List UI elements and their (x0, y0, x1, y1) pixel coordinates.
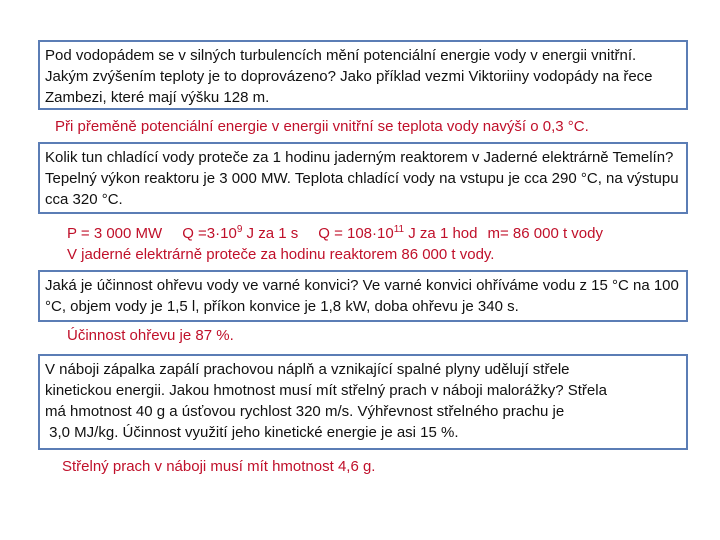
task3-question: Jaká je účinnost ohřevu vody ve varné konvici? Ve varné konvici ohříváme vodu z 15 °C na 100 °C, objem vody je 1,5 l, příkon konvice je 1,8 kW, doba ohřevu je 340 s. (45, 277, 679, 315)
task4-question-line1: V náboji zápalka zapálí prachovou náplň a vznikající spalné plyny udělují střele (45, 361, 570, 378)
energy-per-second: $Q =3\cdot 10^9$ J za 1 s (182, 224, 299, 242)
energy-per-hour: $Q = 108\cdot 10^{11}$ J za 1 hod (318, 224, 478, 242)
task4-question-line3: má hmotnost 40 g a úsťovou rychlost 320 m/s. Výhřevnost střelného prachu je (45, 403, 565, 420)
task4-question-box (38, 354, 688, 450)
task2-question-box (38, 142, 688, 214)
power-value: P = 3 000 MW (67, 225, 163, 242)
task2-answer-formulas (67, 223, 603, 244)
mass-value: m= 86 000 t vody (487, 225, 603, 242)
task1-question-box (38, 40, 688, 110)
task3-question-box (38, 270, 688, 322)
task4-answer: Střelný prach v náboji musí mít hmotnost 4,6 g. (62, 458, 376, 475)
task2-question: Kolik tun chladící vody proteče za 1 hodinu jaderným reaktorem v Jaderné elektrárně Temelín? Tepelný výkon reaktoru je 3 000 MW. Teplota chladící vody na vstupu je cca 290 °C, na výstupu cca 320 °C. (45, 149, 679, 208)
task2-answer-sentence: V jaderné elektrárně proteče za hodinu reaktorem 86 000 t vody. (67, 246, 495, 263)
task4-question-line4: 3,0 MJ/kg. Účinnost využití jeho kinetické energie je asi 15 %. (45, 424, 459, 441)
task3-answer: Účinnost ohřevu je 87 %. (67, 327, 234, 344)
task1-question: Pod vodopádem se v silných turbulencích mění potenciální energie vody v energii vnitřní. Jakým zvýšením teploty je to doprovázeno? Jako příklad vezmi Viktoriiny vodopády na řece Zambezi, které mají výšku 128 m. (45, 47, 653, 106)
task1-answer: Při přeměně potenciální energie v energii vnitřní se teplota vody navýší o 0,3 °C. (55, 118, 589, 135)
task4-question-line2: kinetickou energii. Jakou hmotnost musí mít střelný prach v náboji malorážky? Střela (45, 382, 607, 399)
